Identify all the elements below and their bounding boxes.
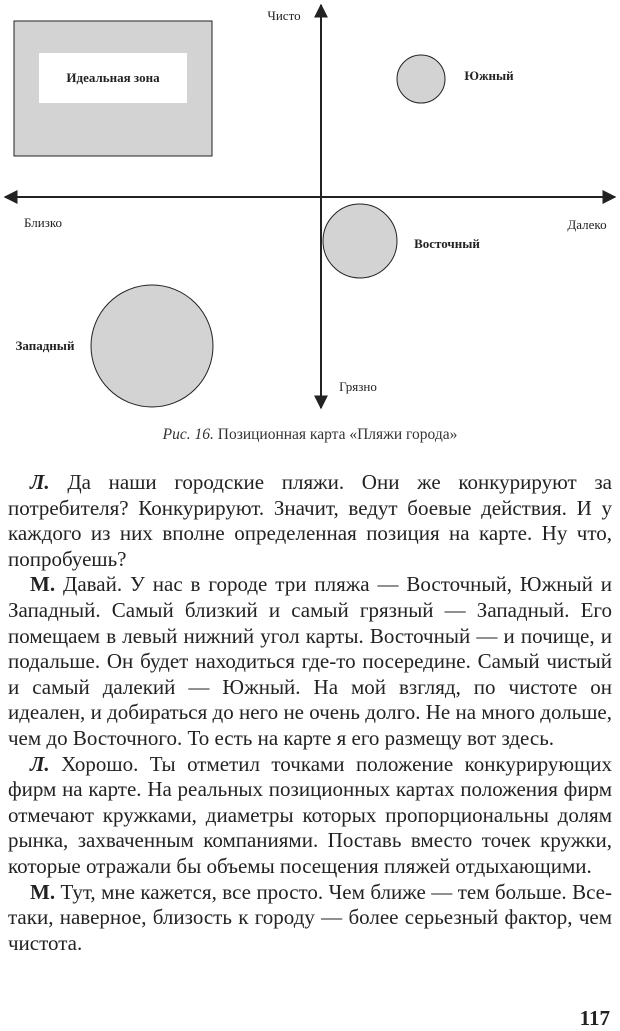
- beach-east-label: Восточный: [414, 236, 480, 251]
- paragraph-text: Давай. У нас в городе три пляжа — Восточный, Южный и Западный. Самый близкий и самый грязный — Западный. Его помещаем в левый нижний угол карты. Восточный — и почище, и подальше. Он будет находиться где-то посередине. Самый чистый и самый далекий — Южный. На мой взгляд, по чистоте он идеален, и добираться до него не очень долго. Не на много дольше, чем до Восточного. То есть на карте я его размещу вот здесь.: [8, 572, 612, 750]
- speaker-l: Л.: [30, 751, 50, 776]
- speaker-m: М.: [30, 879, 56, 904]
- speaker-l: Л.: [30, 470, 50, 494]
- ideal-zone-label: Идеальная зона: [66, 70, 160, 85]
- paragraph: [8, 880, 612, 957]
- axis-label-clean: Чисто: [267, 8, 301, 23]
- beach-south-circle: [397, 55, 445, 103]
- paragraph: [8, 470, 612, 572]
- figure-caption-text: Позиционная карта «Пляжи города»: [213, 426, 458, 443]
- axis-label-dirty: Грязно: [339, 379, 377, 394]
- beach-south-label: Южный: [464, 68, 514, 83]
- axis-label-far: Далеко: [567, 217, 607, 232]
- paragraph: [8, 752, 612, 880]
- dialogue-text: [8, 470, 612, 956]
- beach-west-label: Западный: [15, 338, 75, 353]
- paragraph-text: Да наши городские пляжи. Они же конкурируют за потребителя? Конкурируют. Значит, ведут боевые действия. И у каждого из них вполне определенная позиция на карте. Ну что, попробуешь?: [8, 470, 612, 571]
- paragraph-text: Хорошо. Ты отметил точками положение конкурирующих фирм на карте. На реальных позиционных картах положения фирм отмечают кружками, диаметры которых пропорциональны долям рынка, захваченным компаниями. Поставь вместо точек кружки, которые отражали бы объемы посещения пляжей отдыхающими.: [8, 751, 612, 878]
- page-number: 117: [579, 1006, 610, 1030]
- beach-west-circle: [91, 285, 213, 407]
- positioning-map: [0, 0, 620, 420]
- figure-caption-label: Рис. 16.: [162, 426, 214, 443]
- beach-east-circle: [323, 204, 397, 278]
- figure-caption: [0, 426, 620, 444]
- speaker-m: М.: [30, 572, 56, 597]
- paragraph-text: Тут, мне кажется, все просто. Чем ближе — тем больше. Все-таки, наверное, близость к городу — более серьезный фактор, чем чистота.: [8, 879, 612, 955]
- axis-label-near: Близко: [23, 215, 63, 230]
- paragraph: [8, 572, 612, 751]
